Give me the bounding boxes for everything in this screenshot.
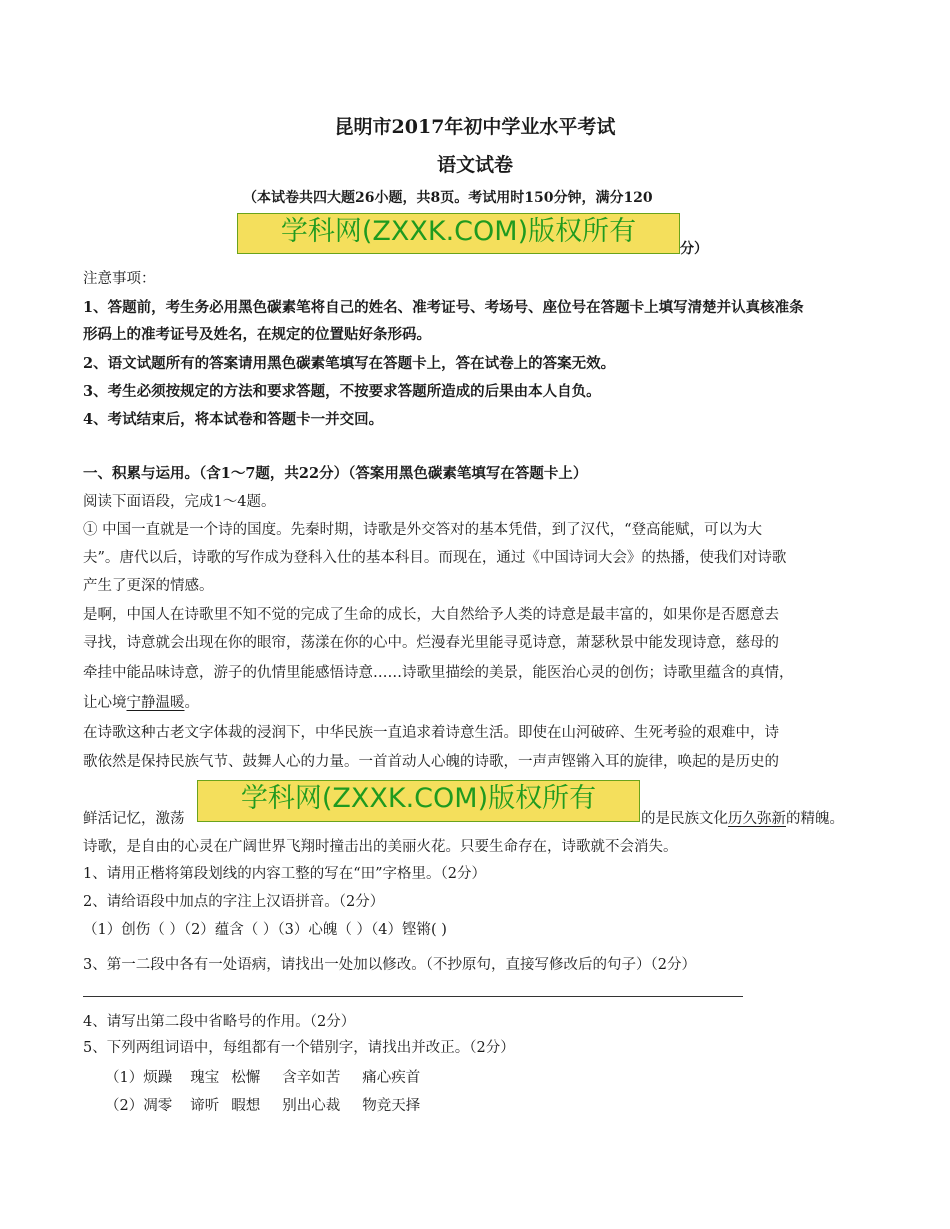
reading-intro: 阅读下面语段，完成1～4题。 (83, 494, 276, 510)
underlined-phrase: 历久弥新 (728, 811, 786, 827)
watermark-banner: 学科网(ZXXK.COM)版权所有 (237, 213, 680, 254)
text: 的精魄。 (786, 811, 844, 827)
paragraph-line: 牵挂中能品味诗意，游子的仇情里能感悟诗意……诗歌里描绘的美景，能医治心灵的创伤；诗歌里蕴含的真情， (83, 665, 794, 681)
question-5-group-2 (105, 1094, 420, 1115)
question-1: 1、请用正楷将第段划线的内容工整的写在“田”字格里。（2分） (83, 866, 487, 882)
word: 物竞天择 (362, 1098, 421, 1114)
exam-info: （本试卷共四大题26小题，共8页。考试用时150分钟，满分120 (243, 190, 653, 206)
exam-info-tail: 分） (680, 241, 708, 257)
question-5: 5、下列两组词语中，每组都有一个错别字，请找出并改正。（2分） (83, 1040, 515, 1056)
paragraph-line: 是啊，中国人在诗歌里不知不觉的完成了生命的成长，大自然给予人类的诗意是最丰富的，如果你是否愿意去 (83, 607, 779, 623)
word: 谛听 (190, 1098, 220, 1114)
exam-title: 昆明市2017年初中学业水平考试 (334, 116, 616, 138)
word: 暇想 (231, 1098, 261, 1114)
paragraph-line: 在诗歌这种古老文字体裁的浸润下，中华民族一直追求着诗意生活。即使在山河破碎、生死考验的艰难中，诗 (83, 725, 779, 741)
notice-item: 2、语文试题所有的答案请用黑色碳素笔填写在答题卡上，答在试卷上的答案无效。 (83, 355, 616, 372)
word: 痛心疾首 (362, 1070, 421, 1086)
word: （2）凋零 (105, 1098, 173, 1114)
question-2: 2、请给语段中加点的字注上汉语拼音。（2分） (83, 894, 385, 910)
paragraph-line: 夫”。唐代以后，诗歌的写作成为登科入仕的基本科目。而现在，通过《中国诗词大会》的热播，使我们对诗歌 (83, 550, 787, 566)
question-5-group-1 (105, 1066, 420, 1087)
watermark-banner: 学科网(ZXXK.COM)版权所有 (197, 780, 640, 822)
notice-item: 1、答题前，考生务必用黑色碳素笔将自己的姓名、准考证号、考场号、座位号在答题卡上填写清楚并认真核准条 (83, 299, 804, 316)
answer-line (83, 996, 743, 997)
question-4: 4、请写出第二段中省略号的作用。（2分） (83, 1014, 356, 1030)
word: 含辛如苦 (282, 1070, 341, 1086)
text: 的是民族文化 (641, 811, 728, 827)
paragraph-line (83, 691, 199, 712)
paragraph-line: ① 中国一直就是一个诗的国度。先秦时期，诗歌是外交答对的基本凭借，到了汉代，“登高能赋，可以为大 (83, 522, 763, 538)
word: 松懈 (231, 1070, 261, 1086)
paragraph-line: 鲜活记忆，激荡 (83, 811, 185, 827)
underlined-phrase: 宁静温暖 (126, 695, 185, 711)
paragraph-line: 歌依然是保持民族气节、鼓舞人心的力量。一首首动人心魄的诗歌，一声声铿锵入耳的旋律，唤起的是历史的 (83, 754, 779, 770)
text: 让心境 (83, 695, 127, 711)
paragraph-line (641, 807, 844, 828)
question-3: 3、第一二段中各有一处语病，请找出一处加以修改。（不抄原句，直接写修改后的句子）（2分） (83, 957, 696, 973)
section-heading: 一、积累与运用。（含1～7题，共22分）（答案用黑色碳素笔填写在答题卡上） (83, 465, 588, 482)
paragraph-line: 诗歌，是自由的心灵在广阔世界飞翔时撞击出的美丽火花。只要生命存在，诗歌就不会消失。 (83, 839, 678, 855)
notice-item: 4、考试结束后，将本试卷和答题卡一并交回。 (83, 411, 384, 428)
word: （1）烦躁 (105, 1070, 173, 1086)
notice-item: 3、考生必须按规定的方法和要求答题，不按要求答题所造成的后果由本人自负。 (83, 383, 601, 400)
word: 别出心裁 (282, 1098, 341, 1114)
paragraph-line: 产生了更深的情感。 (83, 578, 214, 594)
word: 瑰宝 (190, 1070, 220, 1086)
text: 。 (184, 695, 199, 711)
notice-item: 形码上的准考证号及姓名，在规定的位置贴好条形码。 (83, 326, 431, 343)
question-2-items: （1）创伤（ ）（2）蕴含（ ）（3）心魄（ ）（4）铿锵( ) (83, 922, 447, 938)
paragraph-line: 寻找，诗意就会出现在你的眼帘，荡漾在你的心中。烂漫春光里能寻觅诗意，萧瑟秋景中能发现诗意，慈母的 (83, 635, 779, 651)
notice-heading: 注意事项： (83, 271, 156, 287)
exam-subtitle: 语文试卷 (436, 154, 513, 176)
